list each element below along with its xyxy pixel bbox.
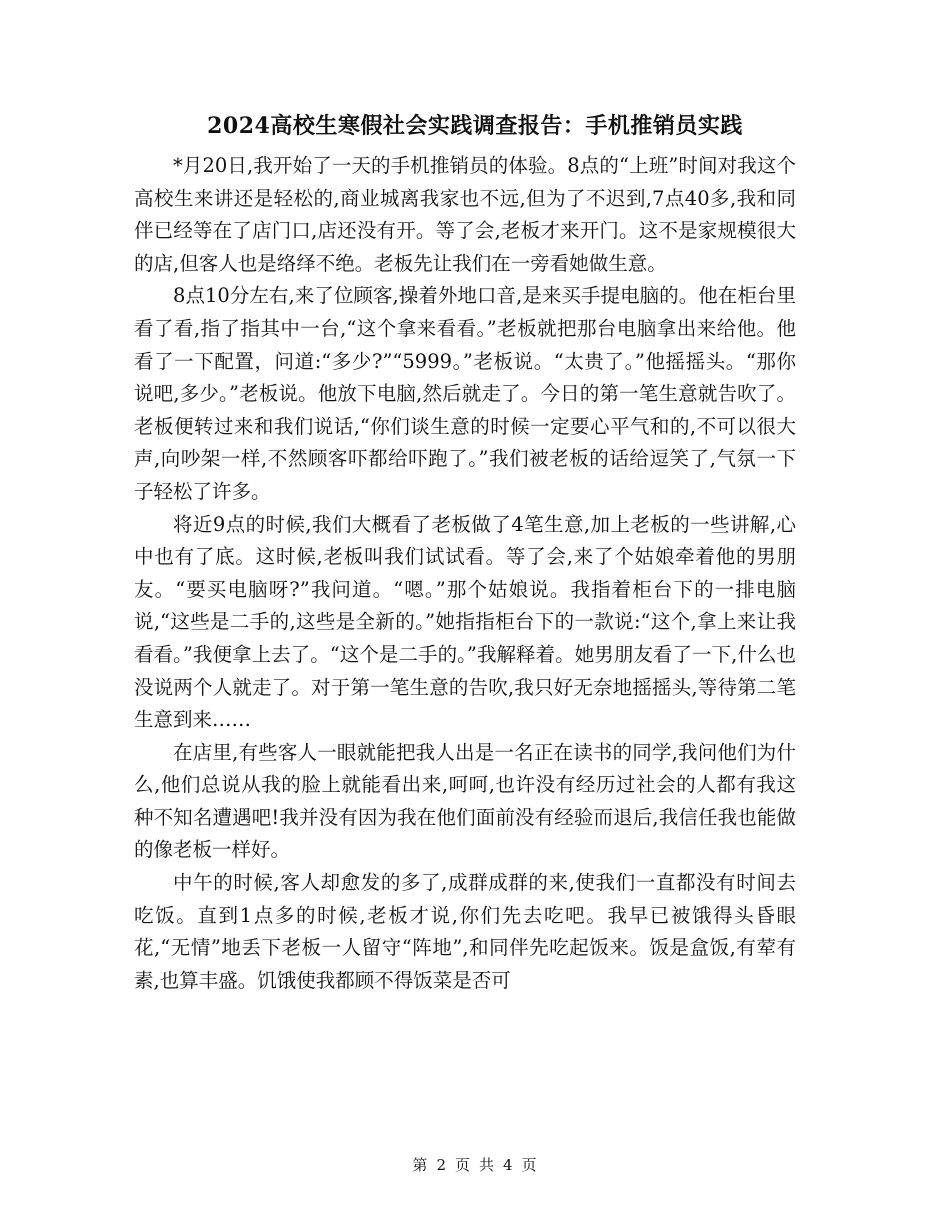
- paragraph: 将近9点的时候,我们大概看了老板做了4笔生意,加上老板的一些讲解,心中也有了底。这时候,老板叫我们试试看。等了会,来了个姑娘牵着他的男朋友。“要买电脑呀?”我问道。“嗯。”那个姑娘说。我指着柜台下的一排电脑说,“这些是二手的,这些是全新的。”她指指柜台下的一款说:“这个,拿上来让我看看。”我便拿上去了。“这个是二手的。”我解释着。她男朋友看了一下,什么也没说两个人就走了。对于第一笔生意的告吹,我只好无奈地摇摇头,等待第二笔生意到来……: [134, 512, 796, 732]
- page-number: 2: [436, 1156, 447, 1174]
- footer-page-word-2: 页: [521, 1156, 538, 1174]
- paragraph: 中午的时候,客人却愈发的多了,成群成群的来,使我们一直都没有时间去吃饭。直到1点多的时候,老板才说,你们先去吃吧。我早已被饿得头昏眼花,“无情”地丢下老板一人留守“阵地”,和同伴先吃起饭来。饭是盒饭,有荤有素,也算丰盛。饥饿使我都顾不得饭菜是否可: [134, 871, 796, 992]
- page-footer: [0, 1154, 950, 1175]
- document-title: 2024高校生寒假社会实践调查报告：手机推销员实践: [207, 113, 743, 139]
- footer-page-word: 页: [454, 1156, 471, 1174]
- footer-joiner: 共: [479, 1156, 496, 1174]
- footer-prefix: 第: [412, 1156, 429, 1174]
- paragraph: 在店里,有些客人一眼就能把我人出是一名正在读书的同学,我问他们为什么,他们总说从我的脸上就能看出来,呵呵,也许没有经历过社会的人都有我这种不知名遭遇吧!我并没有因为我在他们面前没有经验而退后,我信任我也能做的像老板一样好。: [134, 740, 796, 862]
- document-body: [134, 150, 796, 997]
- paragraph: 8点10分左右,来了位顾客,操着外地口音,是来买手提电脑的。他在柜台里看了看,指了指其中一台,“这个拿来看看。”老板就把那台电脑拿出来给他。他看了一下配置，问道:“多少?”“5999。”老板说。“太贵了。”他摇摇头。“那你说吧,多少。”老板说。他放下电脑,然后就走了。今日的第一笔生意就告吹了。老板便转过来和我们说话,“你们谈生意的时候一定要心平气和的,不可以很大声,向吵架一样,不然顾客吓都给吓跑了。”我们被老板的话给逗笑了,气氛一下子轻松了许多。: [134, 284, 796, 503]
- total-pages: 4: [503, 1156, 514, 1174]
- paragraph: *月20日,我开始了一天的手机推销员的体验。8点的“上班”时间对我这个高校生来讲还是轻松的,商业城离我家也不远,但为了不迟到,7点40多,我和同伴已经等在了店门口,店还没有开。等了会,老板才来开门。这不是家规模很大的店,但客人也是络绎不绝。老板先让我们在一旁看她做生意。: [134, 154, 796, 275]
